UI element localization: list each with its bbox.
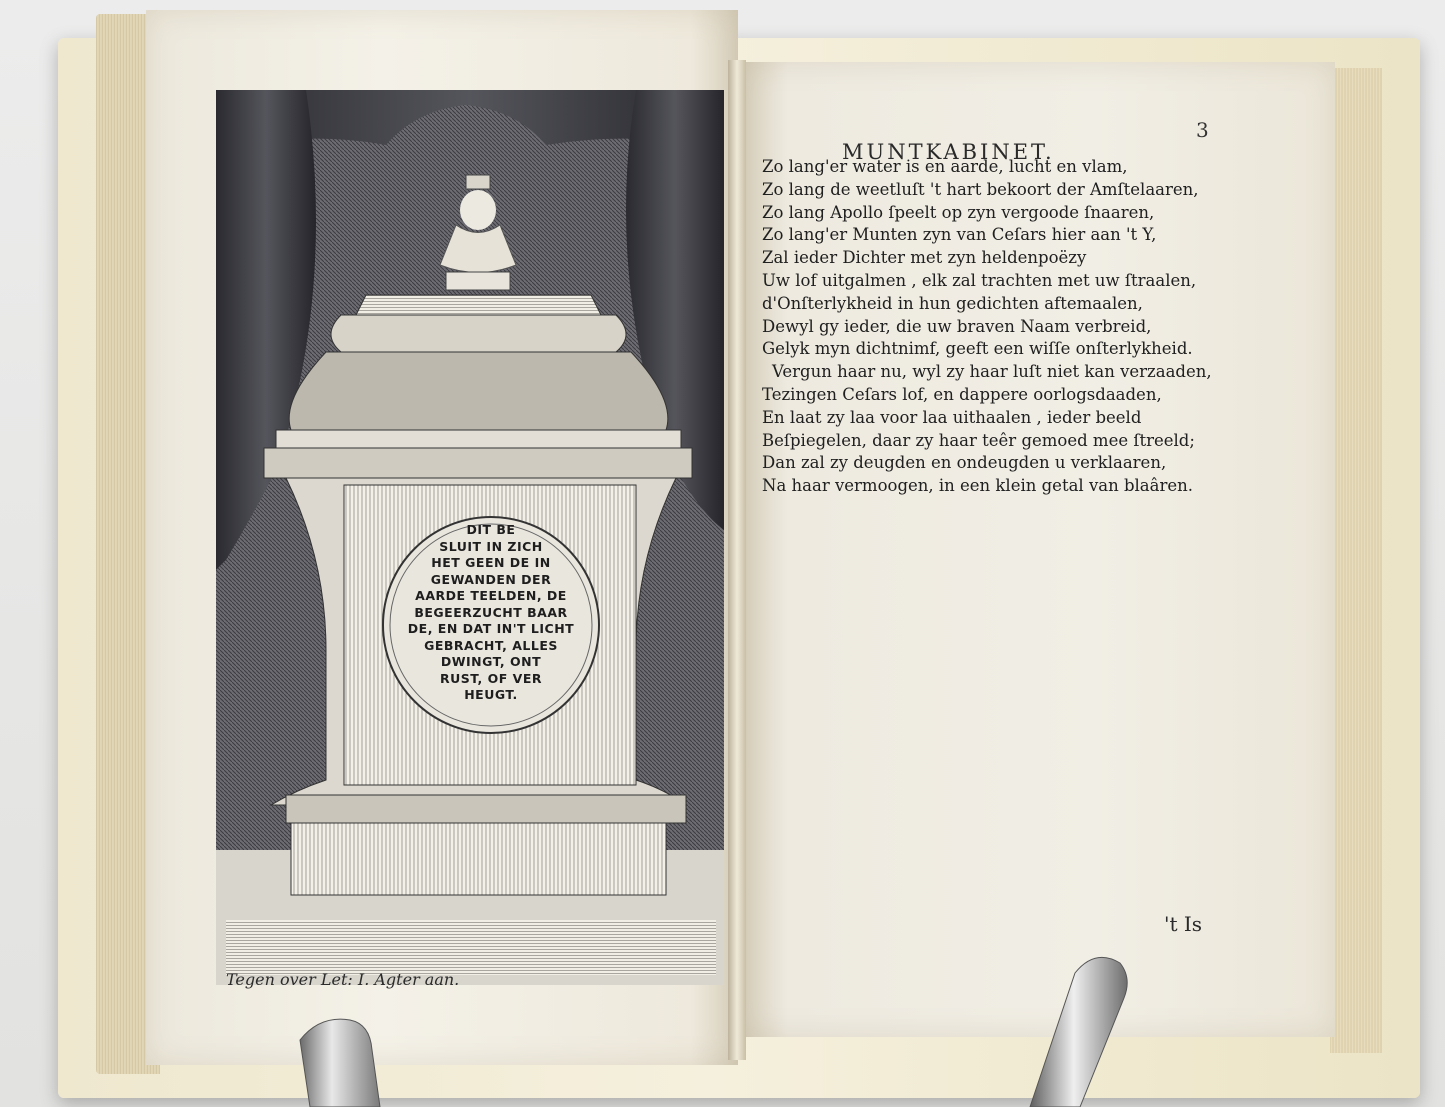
engraved-plate <box>216 90 724 985</box>
medallion-line: DIT BE <box>466 522 516 537</box>
medallion-line: HET GEEN DE IN <box>431 555 551 570</box>
poem-line: Vergun haar nu, wyl zy haar luſt niet kan verzaaden, <box>772 362 1212 382</box>
poem-line: d'Onſterlykheid in hun gedichten aftemaalen, <box>762 293 1143 313</box>
poem-line: Zo lang de weetluſt 't hart bekoort der Amſtelaaren, <box>762 179 1199 199</box>
poem-line: Na haar vermoogen, in een klein getal van blaâren. <box>762 476 1194 496</box>
medallion-line: GEWANDEN DER <box>430 571 552 587</box>
poem-line: Zal ieder Dichter met zyn heldenpoëzy <box>762 248 1087 268</box>
running-head: MUNTKABINET. <box>842 140 1055 164</box>
poem-line: Uw lof uitgalmen , elk zal trachten met uw ſtraalen, <box>762 270 1197 290</box>
medallion-line: GEBRACHT, ALLES <box>424 637 558 653</box>
book-gutter <box>728 60 746 1060</box>
poem-line: Tezingen Ceſars lof, en dappere oorlogsdaaden, <box>762 384 1162 404</box>
medallion-line: HEUGT. <box>464 687 518 702</box>
poem-line: Zo lang Apollo ſpeelt op zyn vergoode ſnaaren, <box>762 202 1155 222</box>
catchword: 't Is <box>1164 912 1203 936</box>
poem-text <box>762 156 1282 498</box>
medallion-line: RUST, OF VER <box>440 670 542 686</box>
medallion-line: AARDE TEELDEN, DE <box>415 588 567 603</box>
medallion-line: BEGEERZUCHT BAAR <box>414 604 568 620</box>
poem-line: Dan zal zy deugden en ondeugden u verklaaren, <box>762 453 1167 473</box>
poem-line: Zo lang'er Munten zyn van Ceſars hier aan 't Y, <box>762 225 1157 245</box>
silver-page-holder-left <box>290 1010 410 1107</box>
poem-line: Dewyl gy ieder, die uw braven Naam verbreid, <box>762 316 1152 336</box>
silver-page-holder-right <box>1020 948 1140 1107</box>
poem-line: Zo lang'er water is en aarde, lucht en vlam, <box>762 157 1128 176</box>
plate-caption: Tegen over Let: I. Agter aan. <box>226 970 460 989</box>
medallion-line: SLUIT IN ZICH <box>439 538 543 554</box>
medallion-line: DWINGT, ONT <box>440 654 542 669</box>
page-edges-right <box>1330 68 1382 1053</box>
poem-line: Gelyk myn dichtnimf, geeft een wiſſe onſterlykheid. <box>762 339 1193 359</box>
medallion-line: DE, EN DAT IN'T LICHT <box>407 621 575 636</box>
poem-line: Beſpiegelen, daar zy haar teêr gemoed mee ſtreeld; <box>762 430 1195 450</box>
page-number: 3 <box>1196 118 1209 142</box>
medallion-inscription <box>386 522 596 704</box>
poem-line: En laat zy laa voor laa uithaalen , ieder beeld <box>762 407 1142 427</box>
